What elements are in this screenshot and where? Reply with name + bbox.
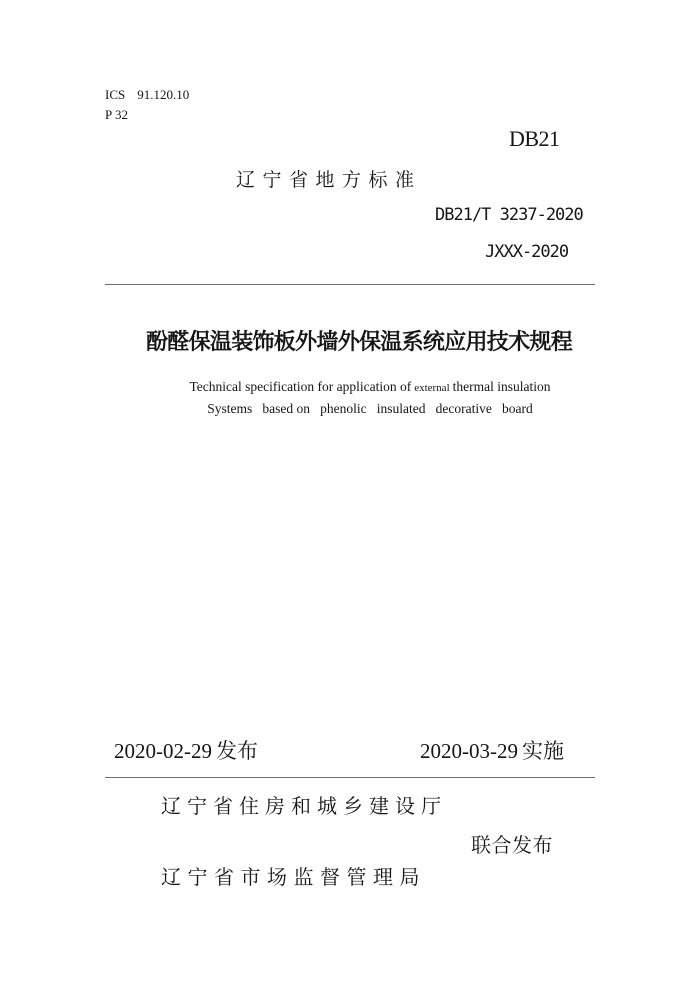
draft-number: JXXX-2020 — [485, 242, 569, 262]
implement-label: 实施 — [522, 739, 564, 763]
ics-line — [105, 87, 189, 103]
title-en-line1-part1: Technical specification for application of — [189, 379, 412, 394]
document-title-zh: 酚醛保温装饰板外墙外保温系统应用技术规程 — [146, 329, 573, 354]
implement-date: 2020-03-29 — [420, 739, 518, 763]
title-en-line1 — [105, 377, 635, 399]
publisher-housing-dept: 辽宁省住房和城乡建设厅 — [161, 796, 447, 818]
classification-code: P 32 — [105, 107, 128, 122]
title-en-line1-part3: thermal insulation — [452, 379, 551, 394]
standard-number: DB21/T 3237-2020 — [435, 205, 583, 225]
ics-label: ICS — [105, 87, 126, 102]
top-divider — [105, 284, 595, 285]
ics-number: 91.120.10 — [137, 87, 190, 102]
bottom-divider — [105, 777, 595, 778]
title-en-line1-small: external — [414, 382, 450, 394]
db-code: DB21 — [509, 126, 560, 151]
implement-date-line — [420, 735, 564, 765]
issue-date-line — [114, 735, 258, 765]
publisher-market-bureau: 辽宁省市场监督管理局 — [161, 867, 426, 889]
issue-label: 发布 — [216, 739, 258, 763]
issue-date: 2020-02-29 — [114, 739, 212, 763]
document-title-en — [105, 377, 635, 419]
standard-type-title: 辽宁省地方标准 — [236, 170, 422, 191]
joint-issue-label: 联合发布 — [471, 835, 553, 857]
title-en-line2: Systems based on phenolic insulated decorative board — [207, 400, 533, 416]
